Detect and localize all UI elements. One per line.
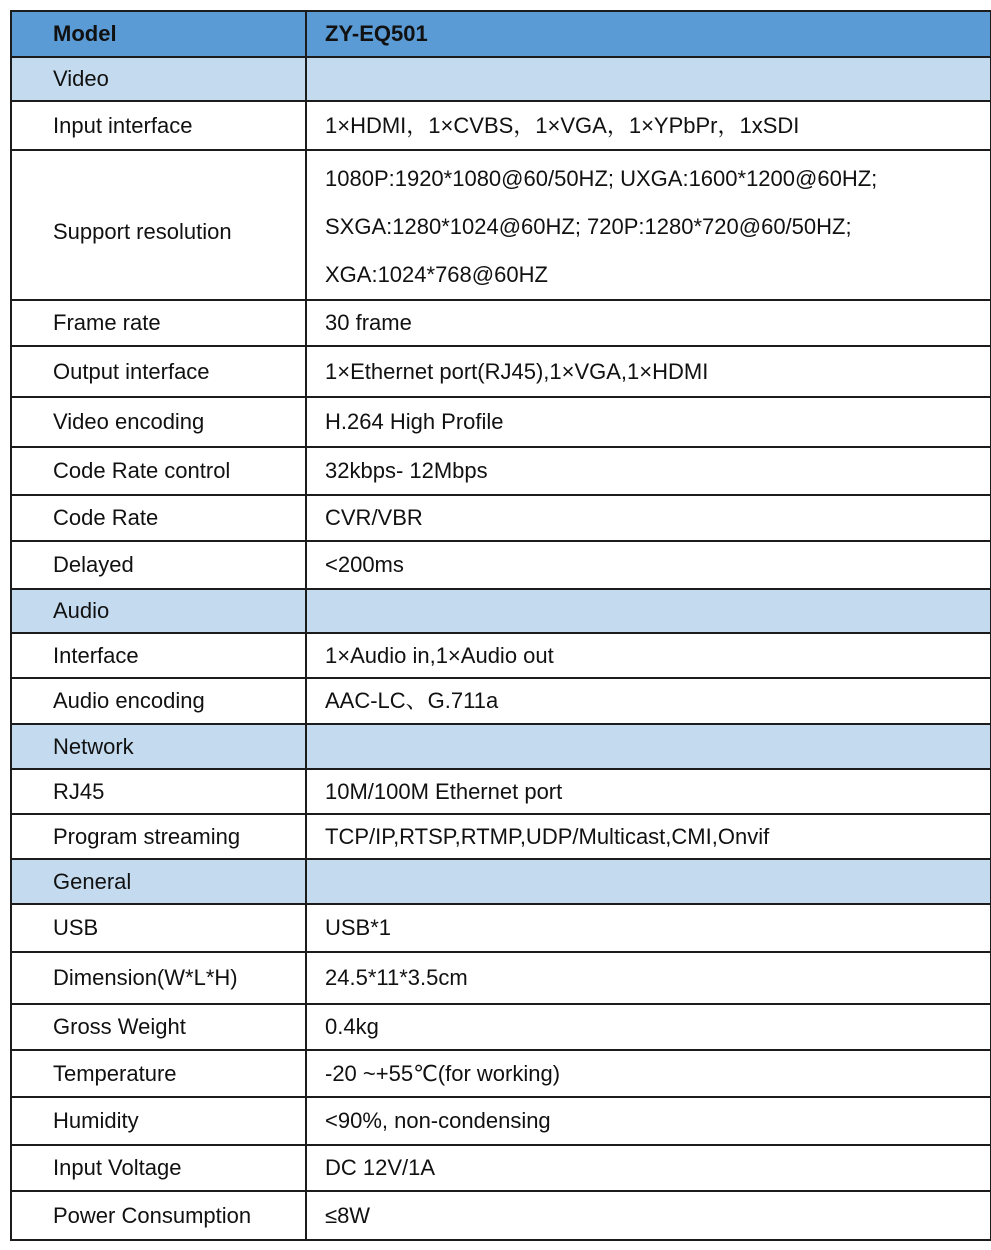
- row-value-line: 1080P:1920*1080@60/50HZ; UXGA:1600*1200@60HZ;: [325, 166, 878, 191]
- table-row: [11, 1050, 991, 1097]
- row-label: Interface: [53, 642, 139, 668]
- row-value: 0.4kg: [325, 1014, 379, 1039]
- row-label: Humidity: [53, 1108, 139, 1133]
- row-value-cell: [306, 633, 991, 678]
- row-value-cell: [306, 904, 991, 952]
- table-row: [11, 678, 991, 724]
- row-label-cell: [11, 814, 306, 859]
- row-label-cell: [11, 1145, 306, 1191]
- row-label-cell: [11, 397, 306, 447]
- section-title-general: General: [53, 868, 132, 894]
- row-label: Audio encoding: [53, 688, 205, 713]
- section-title-cell: [11, 859, 306, 904]
- row-label-cell: [11, 633, 306, 678]
- row-value: DC 12V/1A: [325, 1155, 436, 1180]
- row-label-cell: [11, 300, 306, 346]
- row-value-cell: [306, 397, 991, 447]
- row-value-cell: [306, 1145, 991, 1191]
- table-row: [11, 150, 991, 300]
- row-value: 24.5*11*3.5cm: [325, 965, 468, 990]
- table-row: [11, 1191, 991, 1240]
- row-value: 10M/100M Ethernet port: [325, 778, 563, 804]
- section-title-cell: [11, 724, 306, 769]
- table-row: [11, 397, 991, 447]
- row-label: Power Consumption: [53, 1202, 252, 1228]
- row-value-cell: [306, 495, 991, 541]
- row-label: Delayed: [53, 552, 134, 577]
- row-label: Gross Weight: [53, 1014, 186, 1039]
- row-label: Input Voltage: [53, 1155, 182, 1180]
- header-value-cell: [306, 11, 991, 57]
- row-value: 30 frame: [325, 310, 412, 335]
- row-label-cell: [11, 952, 306, 1004]
- row-value-cell: [306, 101, 991, 150]
- row-value-cell: [306, 447, 991, 495]
- table-row: [11, 346, 991, 397]
- row-value-line: XGA:1024*768@60HZ: [325, 262, 548, 287]
- header-row: [11, 11, 991, 57]
- row-value: 32kbps- 12Mbps: [325, 458, 488, 483]
- row-label-cell: [11, 495, 306, 541]
- row-value: -20 ~+55℃(for working): [325, 1060, 561, 1086]
- table-row: [11, 447, 991, 495]
- section-title-network: Network: [53, 733, 134, 759]
- row-value-cell: [306, 769, 991, 814]
- row-label: Output interface: [53, 358, 210, 384]
- table-row: [11, 1145, 991, 1191]
- section-row-audio: [11, 589, 991, 633]
- row-label-cell: [11, 904, 306, 952]
- section-title-video: Video: [53, 66, 109, 91]
- row-value-cell: [306, 300, 991, 346]
- row-value-cell: [306, 346, 991, 397]
- row-value: ≤8W: [325, 1202, 371, 1228]
- header-value: ZY-EQ501: [325, 21, 428, 46]
- section-title-cell: [11, 57, 306, 101]
- row-value: <90%, non-condensing: [325, 1108, 551, 1133]
- section-title-audio: Audio: [53, 598, 110, 623]
- row-label: Program streaming: [53, 823, 241, 849]
- spec-table: [10, 10, 991, 1241]
- section-empty-cell: [306, 589, 991, 633]
- row-label: RJ45: [53, 778, 105, 804]
- section-row-video: [11, 57, 991, 101]
- section-title-cell: [11, 589, 306, 633]
- row-value-cell: [306, 814, 991, 859]
- table-row: [11, 633, 991, 678]
- row-label-cell: [11, 1191, 306, 1240]
- row-value: AAC-LC、G.711a: [325, 688, 499, 713]
- row-value: 1×HDMI，1×CVBS，1×VGA，1×YPbPr，1xSDI: [325, 112, 800, 138]
- table-row: [11, 1097, 991, 1145]
- table-row: [11, 541, 991, 589]
- row-value-lines: [307, 151, 990, 299]
- table-row: [11, 300, 991, 346]
- row-value: TCP/IP,RTSP,RTMP,UDP/Multicast,CMI,Onvif: [325, 823, 770, 849]
- row-label-cell: [11, 1050, 306, 1097]
- row-label-cell: [11, 678, 306, 724]
- row-label-cell: [11, 346, 306, 397]
- row-value: 1×Audio in,1×Audio out: [325, 642, 554, 668]
- row-value-cell: [306, 678, 991, 724]
- row-label: Frame rate: [53, 310, 161, 335]
- row-value-cell: [306, 541, 991, 589]
- row-value: USB*1: [325, 915, 392, 940]
- row-label-cell: [11, 769, 306, 814]
- row-label-cell: [11, 150, 306, 300]
- row-label: Dimension(W*L*H): [53, 965, 238, 990]
- section-row-general: [11, 859, 991, 904]
- row-label: Code Rate control: [53, 458, 231, 483]
- table-row: [11, 495, 991, 541]
- header-label: Model: [53, 21, 117, 46]
- row-label-cell: [11, 1097, 306, 1145]
- table-row: [11, 904, 991, 952]
- row-label-cell: [11, 541, 306, 589]
- table-row: [11, 952, 991, 1004]
- section-row-network: [11, 724, 991, 769]
- row-value-line: SXGA:1280*1024@60HZ; 720P:1280*720@60/50HZ;: [325, 214, 852, 239]
- row-value: 1×Ethernet port(RJ45),1×VGA,1×HDMI: [325, 358, 709, 384]
- row-label-cell: [11, 101, 306, 150]
- row-value-cell: [306, 1004, 991, 1050]
- row-value-cell: [306, 150, 991, 300]
- row-label-cell: [11, 447, 306, 495]
- row-label: Code Rate: [53, 505, 159, 530]
- section-empty-cell: [306, 724, 991, 769]
- row-value-cell: [306, 1050, 991, 1097]
- row-value: CVR/VBR: [325, 505, 423, 530]
- section-empty-cell: [306, 57, 991, 101]
- row-value-cell: [306, 952, 991, 1004]
- row-label: Input interface: [53, 112, 193, 138]
- table-row: [11, 769, 991, 814]
- row-value: <200ms: [325, 552, 404, 577]
- section-empty-cell: [306, 859, 991, 904]
- table-row: [11, 1004, 991, 1050]
- row-value-cell: [306, 1097, 991, 1145]
- row-label: USB: [53, 915, 99, 940]
- row-label-cell: [11, 1004, 306, 1050]
- row-label: Temperature: [53, 1060, 177, 1086]
- row-label: Support resolution: [53, 219, 232, 244]
- table-row: [11, 101, 991, 150]
- row-label: Video encoding: [53, 409, 205, 434]
- row-value-cell: [306, 1191, 991, 1240]
- row-value: H.264 High Profile: [325, 409, 504, 434]
- header-label-cell: [11, 11, 306, 57]
- table-row: [11, 814, 991, 859]
